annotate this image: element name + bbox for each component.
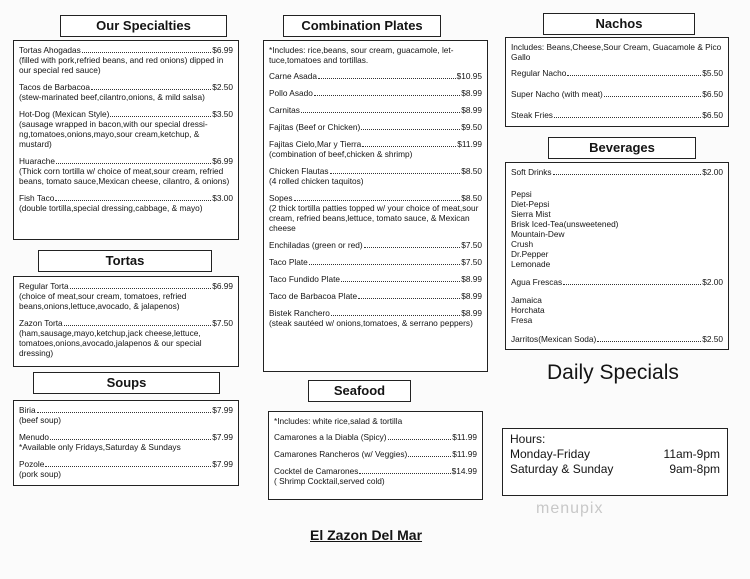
- item-price: $8.99: [461, 308, 482, 318]
- seafood-section: [268, 411, 483, 500]
- item-price: $6.99: [212, 45, 233, 55]
- dot-leader: [361, 129, 460, 130]
- item-name: Taco Plate: [269, 257, 308, 267]
- menu-item: [269, 105, 482, 115]
- watermark-logo: menupix: [536, 500, 604, 517]
- hours-box: [502, 428, 728, 496]
- dot-leader: [294, 200, 461, 201]
- item-price: $7.50: [212, 318, 233, 328]
- item-name: Taco Fundido Plate: [269, 274, 341, 284]
- hours-days: Saturday & Sunday: [510, 462, 614, 476]
- menu-item: [19, 318, 233, 358]
- hours-title: Hours:: [510, 432, 546, 446]
- menu-item: [269, 166, 482, 186]
- menu-item: [511, 89, 723, 99]
- dot-leader: [314, 95, 460, 96]
- beverage-option: Diet-Pepsi: [511, 199, 550, 209]
- combination-section: [263, 40, 488, 372]
- item-name: Regular Nacho: [511, 68, 567, 78]
- daily-specials-heading: Daily Specials: [547, 361, 679, 384]
- dot-leader: [37, 412, 212, 413]
- item-name: Huarache: [19, 156, 55, 166]
- item-name: Steak Fries: [511, 110, 553, 120]
- item-name: Enchiladas (green or red): [269, 240, 363, 250]
- menu-item-row: [19, 82, 233, 92]
- section-note: Includes: Beans,Cheese,Sour Cream, Guacamole & Pico Gallo: [511, 42, 722, 62]
- header-combination-plates: Combination Plates: [283, 15, 441, 37]
- item-price: $8.50: [461, 166, 482, 176]
- item-price: $10.95: [456, 71, 482, 81]
- item-price: $11.99: [452, 449, 477, 459]
- dot-leader: [362, 146, 456, 147]
- item-description: (4 rolled chicken taquitos): [269, 176, 364, 186]
- menu-item-row: [269, 240, 482, 250]
- item-name: Tortas Ahogadas: [19, 45, 81, 55]
- menu-item-row: [19, 109, 233, 119]
- beverage-option: Dr.Pepper: [511, 249, 549, 259]
- hours-time: 11am-9pm: [663, 447, 720, 461]
- beverage-option: Sierra Mist: [511, 209, 551, 219]
- menu-item-row: [269, 71, 482, 81]
- menu-item: [269, 291, 482, 301]
- item-description: (ham,sausage,mayo,ketchup,jack cheese,lettuce, tomatoes,onions,avocado,jalapenos & our special dressing): [19, 328, 202, 358]
- header-soups: Soups: [33, 372, 220, 394]
- menu-item: [269, 122, 482, 132]
- menu-item: [19, 459, 233, 479]
- menu-item-row: [269, 257, 482, 267]
- dot-leader: [408, 456, 451, 457]
- dot-leader: [597, 341, 701, 342]
- menu-item-row: [269, 166, 482, 176]
- dot-leader: [45, 466, 211, 467]
- menu-item-row: [511, 334, 723, 344]
- dot-leader: [318, 78, 456, 79]
- menu-item: [274, 432, 477, 442]
- item-price: $6.99: [212, 281, 233, 291]
- menu-item: [269, 193, 482, 233]
- header-tortas: Tortas: [38, 250, 212, 272]
- dot-leader: [604, 96, 701, 97]
- item-name: Hot-Dog (Mexican Style): [19, 109, 110, 119]
- item-description: (pork soup): [19, 469, 61, 479]
- dot-leader: [554, 117, 701, 118]
- beverage-option: Horchata: [511, 305, 545, 315]
- menu-item-row: [269, 291, 482, 301]
- menu-item: [19, 405, 233, 425]
- restaurant-name: El Zazon Del Mar: [310, 527, 423, 543]
- menu-item: [269, 240, 482, 250]
- item-price: $7.99: [212, 432, 233, 442]
- item-name: Super Nacho (with meat): [511, 89, 603, 99]
- menu-item-row: [269, 105, 482, 115]
- beverage-option: Brisk Iced-Tea(unsweetened): [511, 219, 619, 229]
- menu-item: [19, 109, 233, 149]
- menu-item: [274, 449, 477, 459]
- hours-row: [510, 462, 720, 477]
- item-price: $5.50: [702, 68, 723, 78]
- item-name: Soft Drinks: [511, 167, 552, 177]
- item-description: (Thick corn tortilla w/ choice of meat,sour cream, refried beans, tomato sauce,Mexican cheese, cilantro, & onions): [19, 166, 230, 186]
- item-name: Carne Asada: [269, 71, 317, 81]
- item-price: $8.99: [461, 291, 482, 301]
- dot-leader: [110, 116, 211, 117]
- soups-section: [13, 400, 239, 486]
- header-our-specialties: Our Specialties: [60, 15, 227, 37]
- item-name: Zazon Torta: [19, 318, 63, 328]
- item-price: $2.50: [212, 82, 233, 92]
- beverage-list: [511, 189, 723, 269]
- beverage-option: Fresa: [511, 315, 533, 325]
- item-price: $7.99: [212, 405, 233, 415]
- menu-item-row: [19, 318, 233, 328]
- item-name: Sopes: [269, 193, 293, 203]
- dot-leader: [359, 473, 450, 474]
- specialties-section: [13, 40, 239, 240]
- menu-item-row: [274, 432, 477, 442]
- menu-item-row: [269, 308, 482, 318]
- menu-item-row: [19, 459, 233, 469]
- item-price: $2.00: [702, 167, 723, 177]
- item-name: Pollo Asado: [269, 88, 313, 98]
- menu-item-row: [19, 281, 233, 291]
- item-price: $11.99: [457, 139, 482, 149]
- item-name: Pozole: [19, 459, 45, 469]
- item-description: (double tortilla,special dressing,cabbage, & mayo): [19, 203, 203, 213]
- menu-item-row: [19, 45, 233, 55]
- item-name: Regular Torta: [19, 281, 69, 291]
- menu-item-row: [274, 449, 477, 459]
- section-note: *Includes: rice,beans, sour cream, guacamole, let-tuce,tomatoes and tortillas.: [269, 45, 454, 65]
- section-note: *Includes: white rice,salad & tortilla: [274, 416, 403, 426]
- item-description: (combination of beef,chicken & shrimp): [269, 149, 413, 159]
- dot-leader: [50, 439, 211, 440]
- nachos-section: [505, 37, 729, 127]
- menu-item-row: [269, 88, 482, 98]
- menu-item-row: [269, 139, 482, 149]
- dot-leader: [567, 75, 701, 76]
- dot-leader: [364, 247, 461, 248]
- item-name: Fajitas Cielo,Mar y Tierra: [269, 139, 362, 149]
- item-description: (choice of meat,sour cream, tomatoes, refried beans,onions,lettuce,avocado, & jalapenos): [19, 291, 187, 311]
- dot-leader: [563, 284, 701, 285]
- menu-item: [19, 193, 233, 213]
- menu-item: [269, 88, 482, 98]
- menu-item: [274, 466, 477, 486]
- item-price: $3.50: [212, 109, 233, 119]
- dot-leader: [358, 298, 460, 299]
- item-description: (2 thick tortilla patties topped w/ your choice of meat,sour cream, refried beans,lettuce, tomato sauce, & Mexican cheese: [269, 203, 479, 233]
- beverage-group: [511, 167, 723, 269]
- item-description: (steak sautéed w/ onions,tomatoes, & serrano peppers): [269, 318, 473, 328]
- menu-item-row: [511, 110, 723, 120]
- dot-leader: [331, 315, 460, 316]
- menu-item: [511, 110, 723, 120]
- beverage-option: Jamaica: [511, 295, 542, 305]
- header-seafood: Seafood: [308, 380, 411, 402]
- menu-item-row: [19, 156, 233, 166]
- item-price: $8.50: [461, 193, 482, 203]
- item-price: $6.50: [702, 110, 723, 120]
- dot-leader: [91, 89, 211, 90]
- item-price: $6.99: [212, 156, 233, 166]
- item-name: Agua Frescas: [511, 277, 563, 287]
- item-price: $2.00: [702, 277, 723, 287]
- item-name: Carnitas: [269, 105, 300, 115]
- dot-leader: [64, 325, 212, 326]
- menu-item: [269, 274, 482, 284]
- item-description: (stew-marinated beef,cilantro,onions, & mild salsa): [19, 92, 205, 102]
- dot-leader: [388, 439, 452, 440]
- item-price: $9.50: [461, 122, 482, 132]
- item-name: Taco de Barbacoa Plate: [269, 291, 358, 301]
- beverage-group: [511, 334, 723, 344]
- menu-item: [269, 139, 482, 159]
- dot-leader: [341, 281, 460, 282]
- item-price: $7.50: [461, 257, 482, 267]
- header-nachos: Nachos: [543, 13, 695, 35]
- item-name: Tacos de Barbacoa: [19, 82, 91, 92]
- beverage-group: [511, 277, 723, 325]
- item-price: $8.99: [461, 105, 482, 115]
- menu-item: [19, 281, 233, 311]
- item-name: Jarritos(Mexican Soda): [511, 334, 597, 344]
- item-price: $8.99: [461, 88, 482, 98]
- item-description: ( Shrimp Cocktail,served cold): [274, 476, 385, 486]
- item-price: $11.99: [452, 432, 477, 442]
- menu-item: [269, 71, 482, 81]
- menu-item-row: [511, 167, 723, 177]
- menu-item: [19, 432, 233, 452]
- item-price: $8.99: [461, 274, 482, 284]
- menu-item-row: [269, 274, 482, 284]
- menu-item-row: [511, 89, 723, 99]
- item-price: $14.99: [451, 466, 477, 476]
- item-description: (beef soup): [19, 415, 61, 425]
- dot-leader: [553, 174, 702, 175]
- beverage-option: Mountain-Dew: [511, 229, 565, 239]
- dot-leader: [70, 288, 212, 289]
- beverages-section: [505, 162, 729, 350]
- item-price: $3.00: [212, 193, 233, 203]
- dot-leader: [55, 200, 211, 201]
- menu-item: [511, 68, 723, 78]
- menu-item-row: [269, 193, 482, 203]
- menu-item-row: [19, 405, 233, 415]
- item-price: $6.50: [702, 89, 723, 99]
- menu-item-row: [511, 68, 723, 78]
- tortas-section: [13, 276, 239, 367]
- menu-item: [269, 257, 482, 267]
- menu-item-row: [269, 122, 482, 132]
- item-name: Fajitas (Beef or Chicken): [269, 122, 361, 132]
- menu-item: [19, 45, 233, 75]
- menu-item: [19, 82, 233, 102]
- menu-item-row: [19, 193, 233, 203]
- item-description: (sausage wrapped in bacon,with our special dressi-ng,tomatoes,onions,mayo,sour cream,ketchup, & mustard): [19, 119, 208, 149]
- hours-row: [510, 447, 720, 462]
- menu-item-row: [19, 432, 233, 442]
- dot-leader: [330, 173, 461, 174]
- dot-leader: [309, 264, 460, 265]
- beverage-option: Pepsi: [511, 189, 532, 199]
- item-price: $7.99: [212, 459, 233, 469]
- header-beverages: Beverages: [548, 137, 696, 159]
- item-price: $2.50: [702, 334, 723, 344]
- item-name: Camarones a la Diabla (Spicy): [274, 432, 387, 442]
- menu-item-row: [274, 466, 477, 476]
- item-description: (filled with pork,refried beans, and red onions) dipped in our special red sauce): [19, 55, 224, 75]
- menu-item: [269, 308, 482, 328]
- item-name: Menudo: [19, 432, 49, 442]
- item-name: Fish Taco: [19, 193, 55, 203]
- item-name: Camarones Rancheros (w/ Veggies): [274, 449, 408, 459]
- hours-days: Monday-Friday: [510, 447, 591, 461]
- item-price: $7.50: [461, 240, 482, 250]
- item-name: Biria: [19, 405, 36, 415]
- hours-time: 9am-8pm: [669, 462, 720, 476]
- dot-leader: [56, 163, 211, 164]
- item-name: Chicken Flautas: [269, 166, 329, 176]
- item-name: Bistek Ranchero: [269, 308, 330, 318]
- dot-leader: [82, 52, 211, 53]
- beverage-option: Lemonade: [511, 259, 551, 269]
- menu-item: [19, 156, 233, 186]
- beverage-option: Crush: [511, 239, 534, 249]
- item-description: *Available only Fridays,Saturday & Sundays: [19, 442, 181, 452]
- menu-item-row: [511, 277, 723, 287]
- beverage-list: [511, 295, 723, 325]
- dot-leader: [301, 112, 460, 113]
- item-name: Cocktel de Camarones: [274, 466, 359, 476]
